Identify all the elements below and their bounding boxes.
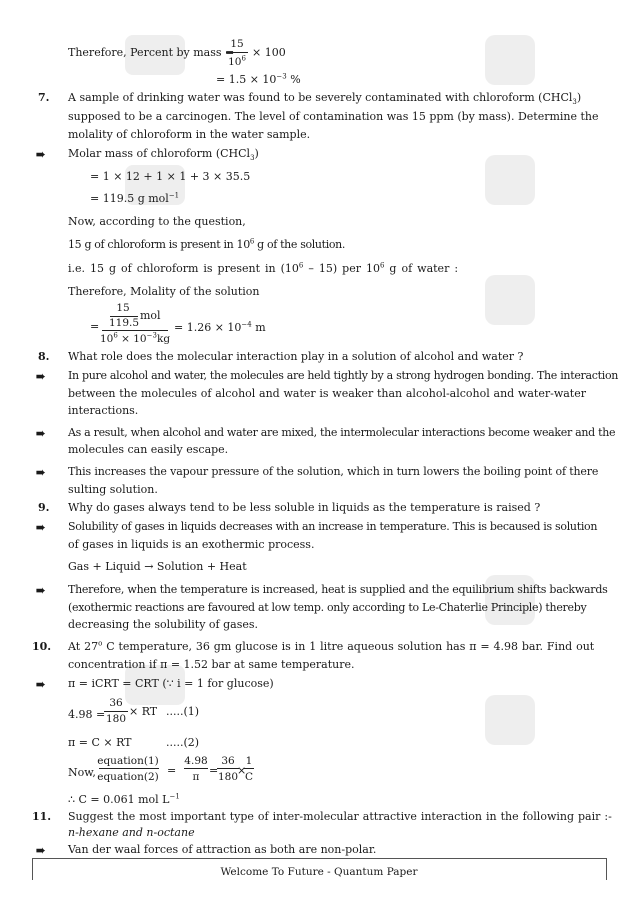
watermark-logo [480,150,540,210]
question-number: 10. [32,640,52,653]
answer-text: decreasing the solubility of gases. [68,618,259,631]
question-text: concentration if π = 1.52 bar at same temperature. [68,658,355,671]
answer-text: As a result, when alcohol and water are mixed, the intermolecular interactions become weaker and the [68,426,616,439]
now-label: Now, [68,766,96,779]
question-text: A sample of drinking water was found to be severely contaminated with chloroform (CHCl$_3$) [68,91,582,107]
answer-text: of gases in liquids is an exothermic process. [68,538,315,551]
answer-text: interactions. [68,404,139,417]
molality-result: = $1.26 \times 10^{-4}$ m [174,320,266,334]
watermark-logo [480,30,540,90]
answer-text: Therefore, when the temperature is increased, heat is supplied and the equilibrium shifts backwards [68,583,608,596]
answer-text: i.e. 15 g of chloroform is present in $(10^6 - 15)$ per $10^6$ g of water : [68,261,459,275]
answer-text: Therefore, Molality of the solution [68,285,260,298]
answer-text: Solubility of gases in liquids decreases with an increase in temperature. This is becaused is solution [68,520,598,533]
percent-mass-label: Therefore, Percent by mass = [68,46,235,59]
eq1-tag: .....(1) [166,705,200,718]
f2-num: 36 [221,755,235,767]
question-number: 11. [32,810,52,823]
question-text: What role does the molecular interaction play in a solution of alcohol and water ? [68,350,524,363]
watermark-logo [480,270,540,330]
fraction-bar [104,711,128,712]
ratio-den: equation(2) [97,771,159,783]
answer-arrow-icon: ➠ [36,844,46,857]
molality-top-num: 15 [116,302,130,314]
percent-result: = $1.5 \times 10^{-3}$ % [216,72,301,86]
answer-text: Van der waal forces of attraction as both are non-polar. [68,843,377,856]
answer-text: between the molecules of alcohol and water is weaker than alcohol-alcohol and water-water [68,387,586,400]
answer-arrow-icon: ➠ [36,678,46,691]
f1-den: π [192,771,200,783]
question-number: 8. [38,350,50,363]
answer-text: This increases the vapour pressure of the solution, which in turn lowers the boiling point of there [68,465,599,478]
question-text: At 27$^o$ C temperature, 36 gm glucose is in 1 litre aqueous solution has π = 4.98 bar. Find out [68,639,595,653]
fraction-bar [244,768,254,769]
answer-text: = 1 × 12 + 1 × 1 + 3 × 35.5 [90,170,251,183]
eq1-den: 180 [105,713,127,725]
answer-text: sulting solution. [68,483,158,496]
question-text: n-hexane and n-octane [68,826,195,839]
answer-text: In pure alcohol and water, the molecules are held tightly by a strong hydrogen bonding. The interaction [68,369,619,382]
ratio-num: equation(1) [97,755,159,767]
eq2-tag: .....(2) [166,736,200,749]
eq1-rhs: × RT [129,705,158,718]
fraction-bar [184,768,208,769]
eq1-lhs: 4.98 = [68,708,106,721]
f3-num: 1 [245,755,253,767]
times-sign: × [237,764,247,777]
watermark-logo [120,160,190,215]
answer-arrow-icon: ➠ [36,466,46,479]
fraction-bar [102,330,168,331]
answer-text: = 119.5 g mol$^{-1}$ [90,191,180,205]
answer-arrow-icon: ➠ [36,148,46,161]
answer-arrow-icon: ➠ [36,584,46,597]
answer-text: Now, according to the question, [68,215,246,228]
watermark-logo [480,570,540,630]
molality-top-unit: mol [140,309,161,322]
equals-sign: = [209,764,219,777]
equals-sign: = [167,764,177,777]
molality-bottom: $10^6 \times 10^{-3}kg$ [99,331,171,345]
answer-arrow-icon: ➠ [36,427,46,440]
answer-arrow-icon: ➠ [36,370,46,383]
molality-top-den: 119.5 [108,317,140,329]
watermark-logo [480,690,540,750]
f2-den: 180 [217,771,239,783]
percent-frac-den: $10^6$ [228,54,246,68]
percent-frac-num: 15 [230,38,244,50]
question-text: Why do gases always tend to be less soluble in liquids as the temperature is raised ? [68,501,541,514]
molality-equals: = [90,320,100,333]
footer-border-right [606,858,607,880]
answer-text: π = iCRT = CRT (∵ i = 1 for glucose) [68,677,274,690]
answer-result: ∴ C = 0.061 mol $L^{-1}$ [68,792,180,806]
answer-text: Molar mass of chloroform (CHCl$_3$) [68,147,259,163]
question-number: 7. [38,91,50,104]
footer-rule [32,858,606,859]
eq2: π = C × RT [68,736,132,749]
percent-times: × 100 [252,46,286,59]
fraction-bar [226,52,248,53]
question-number: 9. [38,501,50,514]
answer-text: 15 g of chloroform is present in $10^6$ g of the solution. [68,237,346,251]
question-text: Suggest the most important type of inter-molecular attractive interaction in the following pair :- [68,810,612,823]
eq1-num: 36 [109,697,123,709]
reaction-equation: Gas + Liquid → Solution + Heat [68,560,247,573]
f3-den: C [244,771,254,783]
answer-arrow-icon: ➠ [36,521,46,534]
question-text: molality of chloroform in the water sample. [68,128,311,141]
fraction-bar [99,768,159,769]
answer-text: molecules can easily escape. [68,443,229,456]
footer-text: Welcome To Future - Quantum Paper [220,866,418,878]
f1-num: 4.98 [184,755,208,767]
answer-text: (exothermic reactions are favoured at low temp. only according to Le-Chaterlie Principle) thereby [68,601,587,614]
fraction-bar [217,768,239,769]
question-text: supposed to be a carcinogen. The level of contamination was 15 ppm (by mass). Determine the [68,110,599,123]
